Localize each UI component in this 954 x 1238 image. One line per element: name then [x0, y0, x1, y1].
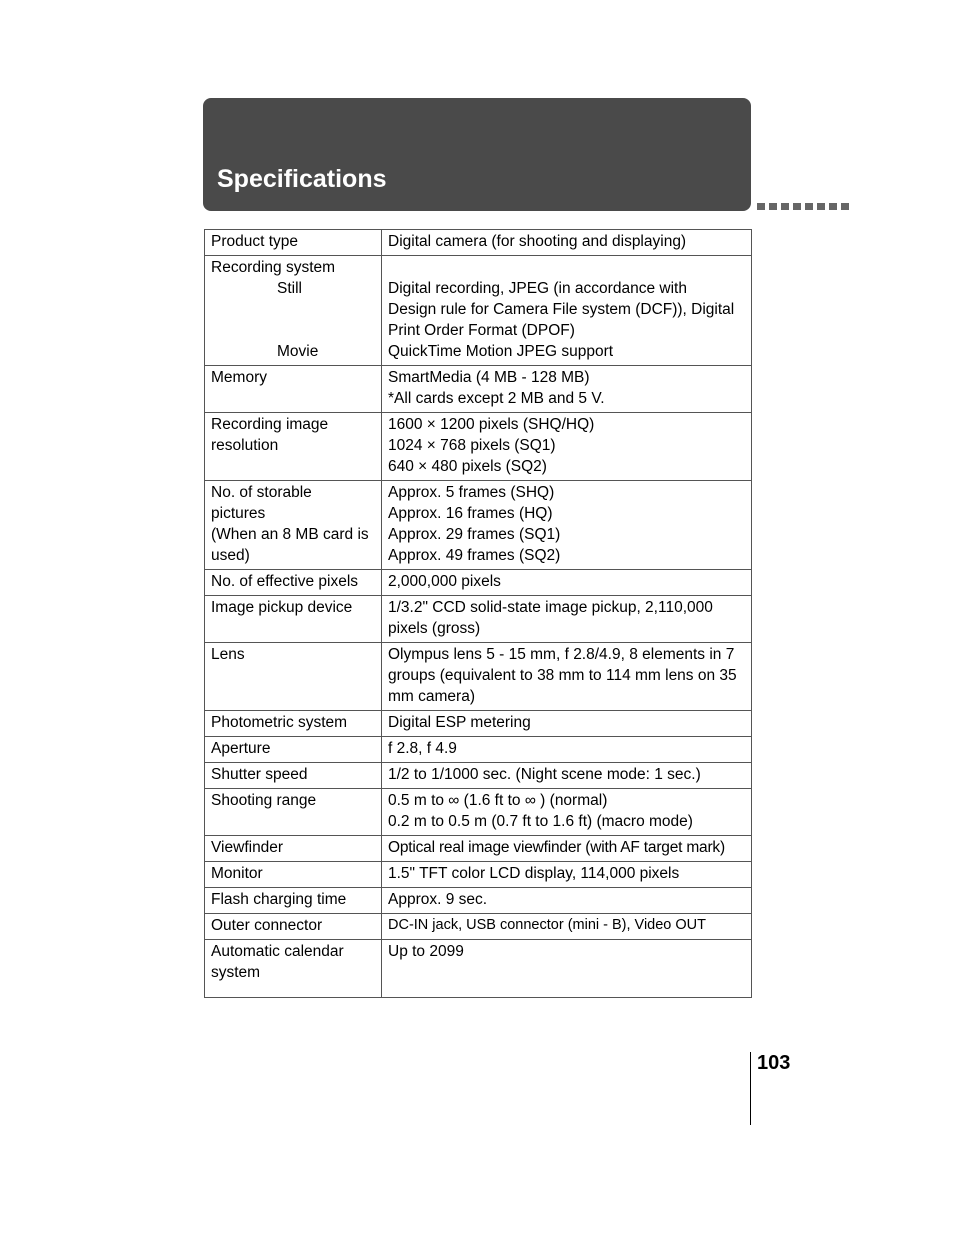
- spec-value: Approx. 9 sec.: [382, 888, 752, 914]
- spec-key-line: pictures: [211, 505, 266, 522]
- spec-value: Digital ESP metering: [382, 711, 752, 737]
- table-row: [205, 413, 752, 481]
- table-row: [205, 862, 752, 888]
- table-row: [205, 711, 752, 737]
- spec-key: [205, 481, 382, 570]
- spec-value: Optical real image viewfinder (with AF target mark): [382, 836, 752, 862]
- spec-value: [382, 789, 752, 836]
- table-row: [205, 888, 752, 914]
- spec-key: Shutter speed: [205, 763, 382, 789]
- spec-value-line: Approx. 29 frames (SQ1): [388, 526, 561, 543]
- spec-key: No. of effective pixels: [205, 570, 382, 596]
- spec-value-line: mm camera): [388, 688, 475, 705]
- spec-value: [382, 256, 752, 366]
- spec-value-line: Approx. 49 frames (SQ2): [388, 547, 561, 564]
- spec-key: Product type: [205, 230, 382, 256]
- spec-key: Aperture: [205, 737, 382, 763]
- table-row: [205, 596, 752, 643]
- table-row: [205, 230, 752, 256]
- spec-key: Monitor: [205, 862, 382, 888]
- spec-subkey-still: Still: [277, 280, 302, 297]
- table-row: [205, 914, 752, 940]
- decorative-dots: [757, 203, 853, 211]
- spec-subkey-movie: Movie: [277, 343, 319, 360]
- spec-value: [382, 413, 752, 481]
- spec-value: [382, 596, 752, 643]
- spec-key-line: system: [211, 964, 261, 981]
- spec-key: Flash charging time: [205, 888, 382, 914]
- spec-value-line: 1600 × 1200 pixels (SHQ/HQ): [388, 416, 595, 433]
- spec-key: Lens: [205, 643, 382, 711]
- table-row: [205, 836, 752, 862]
- spec-key: Photometric system: [205, 711, 382, 737]
- spec-value: 2,000,000 pixels: [382, 570, 752, 596]
- spec-value-line: groups (equivalent to 38 mm to 114 mm lens on 35: [388, 667, 737, 684]
- spec-value-line: SmartMedia (4 MB - 128 MB): [388, 369, 590, 386]
- table-row: [205, 481, 752, 570]
- spec-value: Digital camera (for shooting and displaying): [382, 230, 752, 256]
- spec-key-line: resolution: [211, 437, 279, 454]
- spec-key-line: Automatic calendar: [211, 943, 344, 960]
- spec-value: Up to 2099: [382, 940, 752, 998]
- spec-value-line: Olympus lens 5 - 15 mm, f 2.8/4.9, 8 elements in 7: [388, 646, 735, 663]
- spec-value-line: 0.2 m to 0.5 m (0.7 ft to 1.6 ft) (macro mode): [388, 813, 693, 830]
- spec-key: [205, 256, 382, 366]
- spec-value-line: 640 × 480 pixels (SQ2): [388, 458, 547, 475]
- table-row: [205, 256, 752, 366]
- spec-value: 1.5" TFT color LCD display, 114,000 pixels: [382, 862, 752, 888]
- spec-value-line: 0.5 m to ∞ (1.6 ft to ∞ ) (normal): [388, 792, 608, 809]
- spec-value-line: *All cards except 2 MB and 5 V.: [388, 390, 605, 407]
- spec-value: f 2.8, f 4.9: [382, 737, 752, 763]
- spec-key-line: No. of storable: [211, 484, 312, 501]
- table-row: [205, 366, 752, 413]
- spec-key-line: Recording system: [211, 259, 336, 276]
- spec-value-line: pixels (gross): [388, 620, 481, 637]
- spec-value: DC-IN jack, USB connector (mini - B), Video OUT: [382, 914, 752, 940]
- spec-value-line: Approx. 5 frames (SHQ): [388, 484, 555, 501]
- page-number-rule: [750, 1052, 751, 1125]
- spec-value: [382, 643, 752, 711]
- spec-key: Image pickup device: [205, 596, 382, 643]
- spec-key-line: (When an 8 MB card is: [211, 526, 369, 543]
- table-row: [205, 940, 752, 998]
- spec-key: [205, 940, 382, 998]
- spec-key: Memory: [205, 366, 382, 413]
- spec-value: [382, 366, 752, 413]
- spec-value: 1/2 to 1/1000 sec. (Night scene mode: 1 sec.): [382, 763, 752, 789]
- spec-key: Outer connector: [205, 914, 382, 940]
- table-row: [205, 789, 752, 836]
- spec-value-line: 1024 × 768 pixels (SQ1): [388, 437, 556, 454]
- spec-value: [382, 481, 752, 570]
- spec-key: [205, 413, 382, 481]
- table-row: [205, 570, 752, 596]
- specifications-table: [204, 229, 752, 998]
- spec-key-line: used): [211, 547, 250, 564]
- header-bar: [203, 98, 751, 211]
- spec-value-line: QuickTime Motion JPEG support: [388, 343, 614, 360]
- spec-value-line: Digital recording, JPEG (in accordance with: [388, 280, 687, 297]
- spec-value-line: Design rule for Camera File system (DCF)), Digital: [388, 301, 735, 318]
- table-row: [205, 643, 752, 711]
- spec-key: Shooting range: [205, 789, 382, 836]
- spec-value-line: 1/3.2" CCD solid-state image pickup, 2,110,000: [388, 599, 713, 616]
- spec-key-line: Recording image: [211, 416, 329, 433]
- table-row: [205, 763, 752, 789]
- spec-key: Viewfinder: [205, 836, 382, 862]
- spec-value-line: Approx. 16 frames (HQ): [388, 505, 553, 522]
- table-row: [205, 737, 752, 763]
- page-number: 103: [757, 1052, 791, 1074]
- spec-value-line: Print Order Format (DPOF): [388, 322, 575, 339]
- page-title: Specifications: [217, 165, 387, 193]
